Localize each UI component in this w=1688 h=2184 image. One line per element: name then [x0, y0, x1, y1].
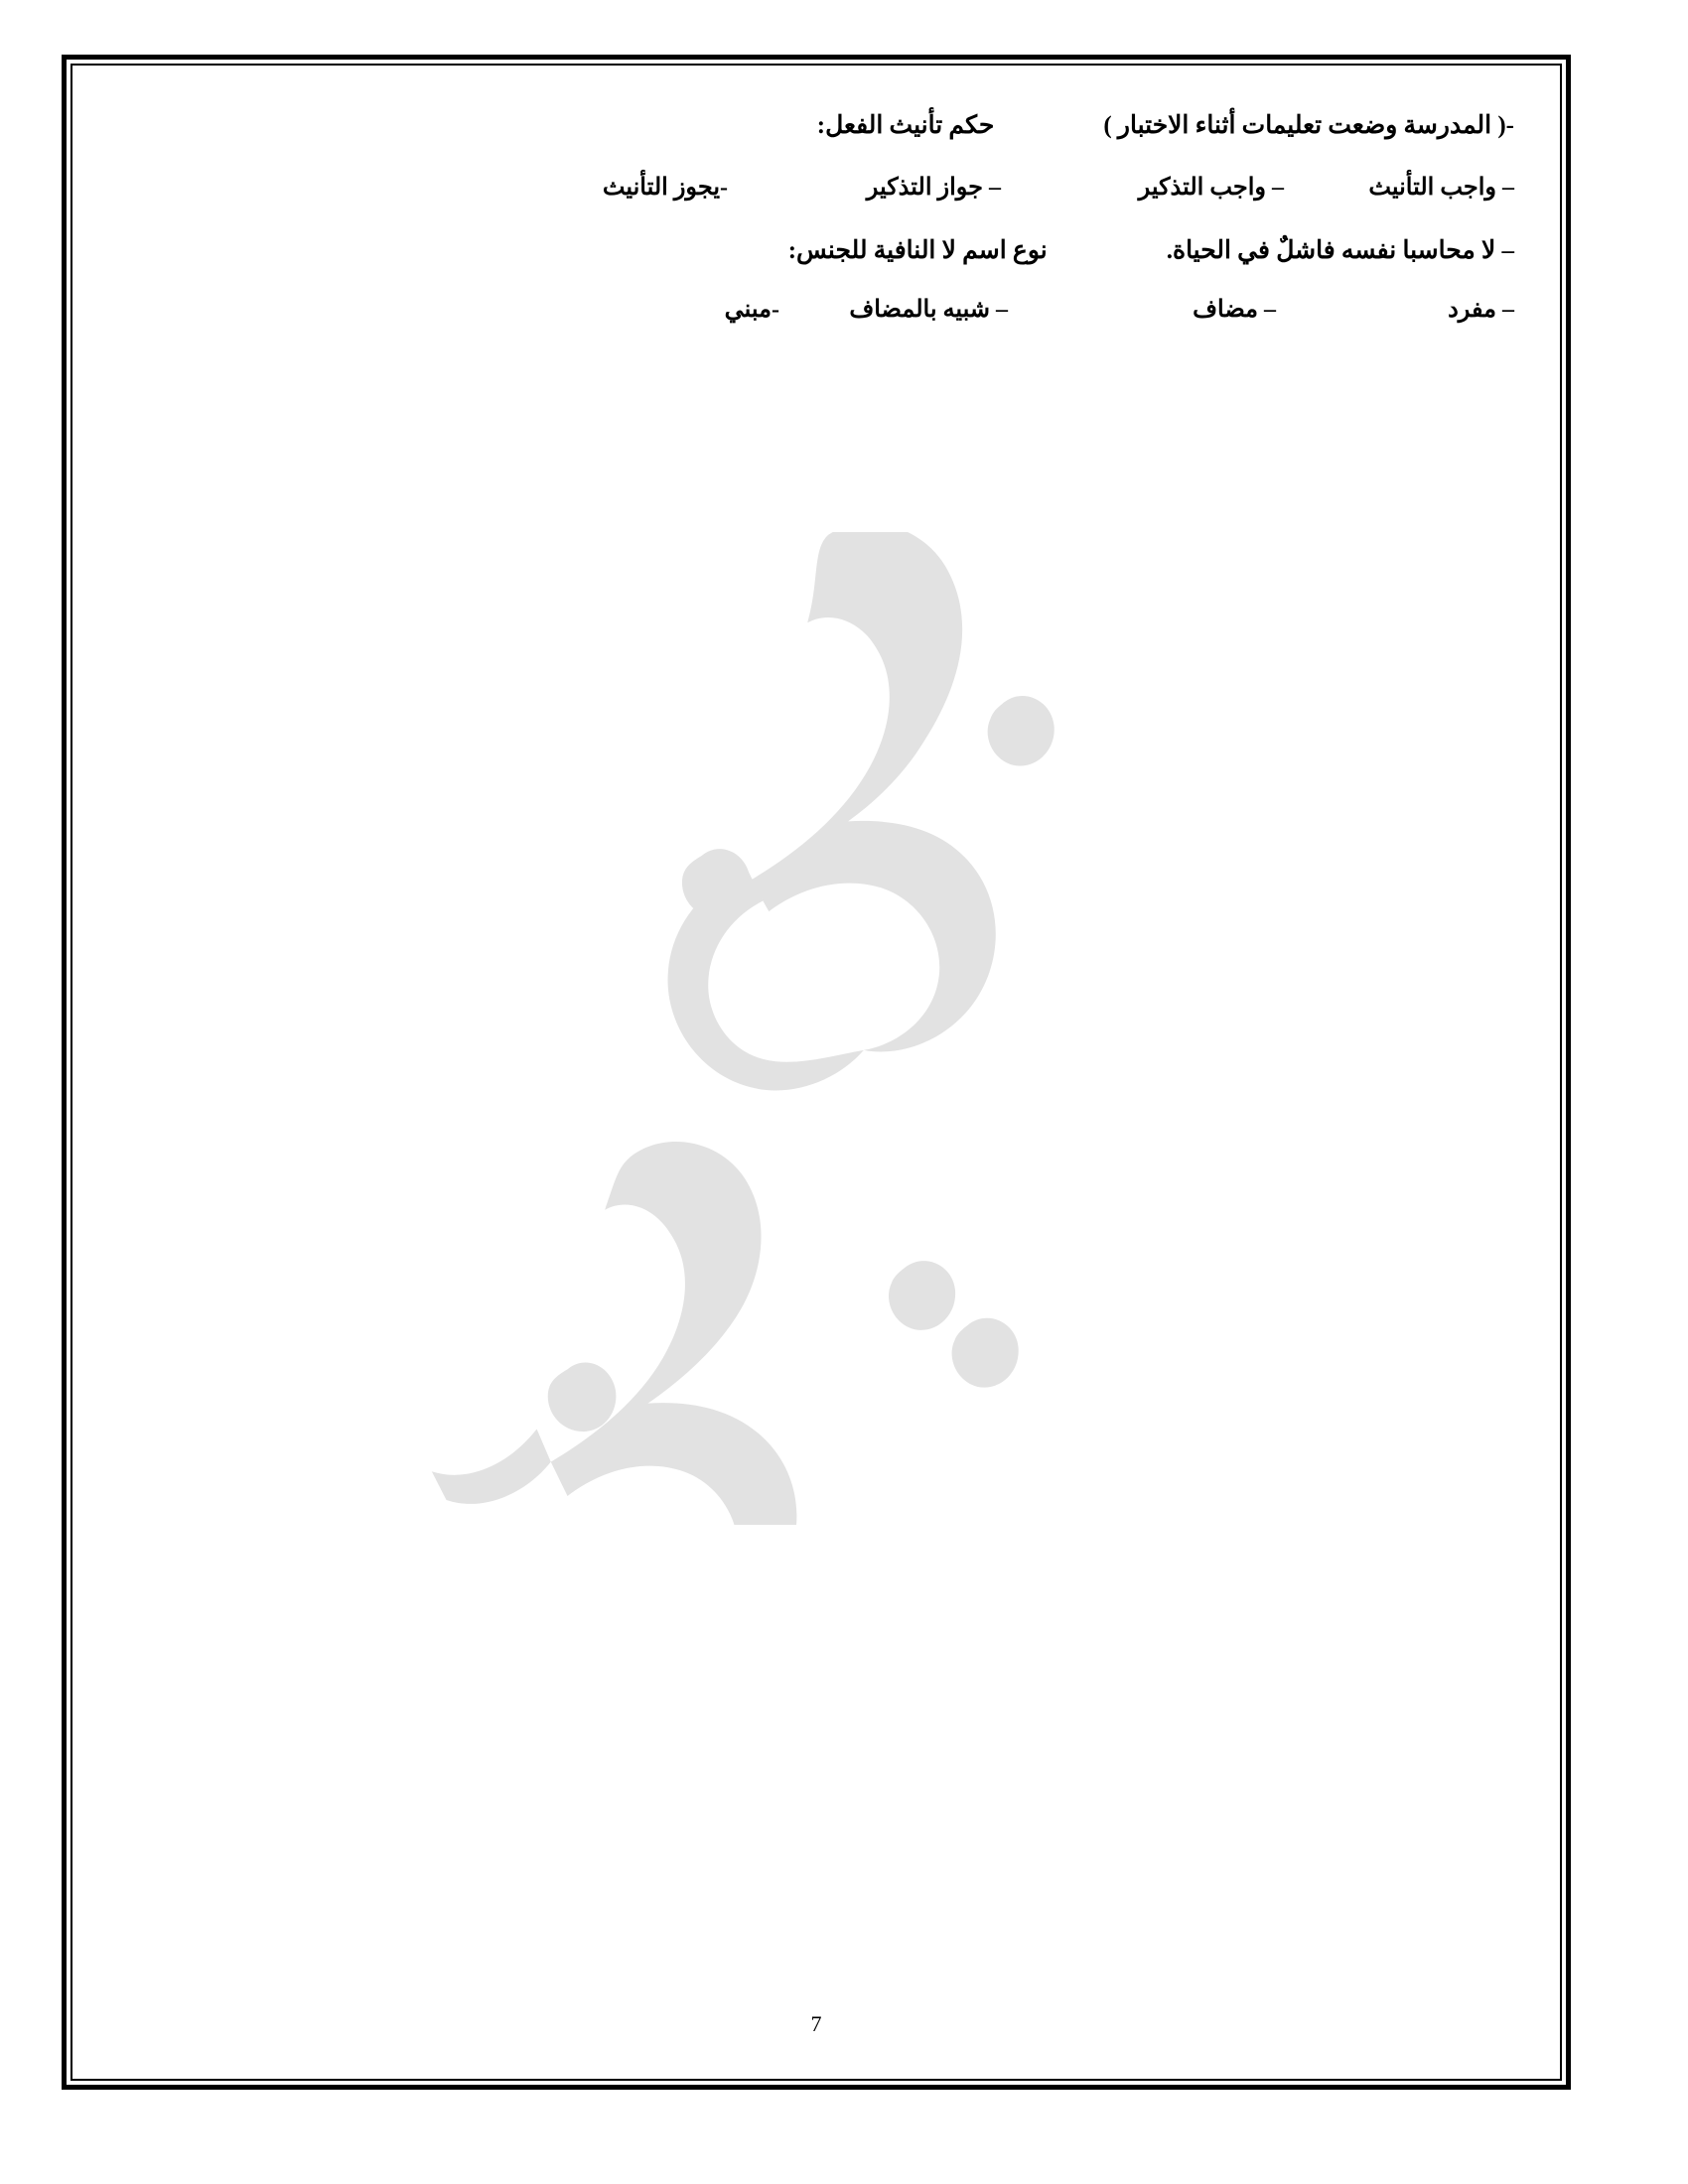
question-1-option-3[interactable]: – جواز التذكير [866, 174, 1001, 201]
question-2-option-1[interactable]: – مفرد [1448, 296, 1514, 323]
question-1-options [118, 173, 1514, 202]
question-2-prompt: نوع اسم لا النافية للجنس: [787, 236, 1048, 264]
question-1-option-4[interactable]: -يجوز التأنيث [602, 174, 728, 201]
question-2-option-2[interactable]: – مضاف [1193, 296, 1276, 323]
question-1-prompt: حكم تأنيث الفعل: [816, 112, 995, 139]
question-1-line [118, 107, 1514, 145]
question-2-sentence: – لا محاسبا نفسه فاشلٌ في الحياة. [1166, 236, 1514, 264]
question-2-options [118, 295, 1514, 324]
question-1-option-1[interactable]: – واجب التأنيث [1368, 174, 1514, 201]
question-1-sentence: -( المدرسة وضعت تعليمات أثناء الاختبار ) [1103, 112, 1514, 139]
question-2-option-4[interactable]: -مبني [724, 296, 779, 323]
exam-content [72, 66, 1560, 324]
question-2-line [118, 235, 1514, 265]
document-page-inner-border [70, 64, 1562, 2081]
question-1-option-2[interactable]: – واجب التذكير [1138, 174, 1284, 201]
document-page-border [62, 55, 1571, 2090]
spacer [1048, 235, 1167, 265]
page-number: 7 [810, 2011, 822, 2036]
question-2-option-3[interactable]: – شبيه بالمضاف [849, 296, 1008, 323]
watermark [72, 66, 1560, 2079]
